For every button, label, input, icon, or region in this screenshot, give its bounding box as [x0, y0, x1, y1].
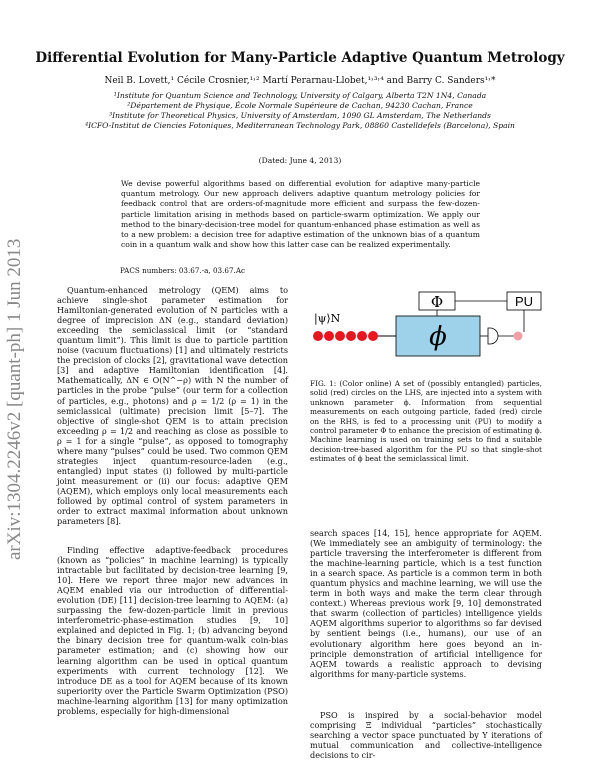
particle — [324, 331, 334, 341]
figure-caption: FIG. 1: (Color online) A set of (possibly entangled) particles, solid (red) circles on the LHS, are injected into a system with unknown parameter ϕ. Information from sequential measurements on each outgoing particle, faded (red) circle on the RHS, is fed to a processing unit (PU) to modify a control parameter Φ to enhance the precision of estimating ϕ. Machine learning is used on training sets to find a suitable decision-tree-based algorithm for the PU so that single-shot estimates of ϕ beat the semiclassical limit. — [310, 379, 542, 464]
dated-line: (Dated: June 4, 2013) — [258, 156, 342, 165]
affiliation-4: ⁴ICFO-Institut de Ciencies Fotoniques, Mediterranean Technology Park, 08860 Castelldefels (Barcelona), Spain — [85, 121, 515, 130]
particle — [357, 331, 367, 341]
phi-symbol: ϕ — [429, 322, 447, 352]
body-paragraph: Finding effective adaptive-feedback procedures (known as “policies” in machine learning) is typically intractable but facilitated by decision-tree learning [9, 10]. Here we report three major new advances in AQEM enabled via our introduction of differential-evolution (DE) [11] decision-tree learning to AQEM: (a) surpassing the few-dozen-particle limit in previous interferometric-phase-estimation studies [9, 10] explained and depicted in Fig. 1; (b) advancing beyond the binary decision tree for quantum-walk coin-bias parameter estimation; and (c) showing how our learning algorithm can be used in optical quantum experiments with current technology [12]. We introduce DE as a tool for AQEM because of its known superiority over the Particle Swarm Optimization (PSO) machine-learning algorithm [13] for many optimization problems, especially for high-dimensional — [57, 545, 288, 716]
abstract: We devise powerful algorithms based on differential evolution for adaptive many-particle quantum metrology. Our new approach delivers adaptive quantum metrology policies for feedback control that are orders-of-magnitude more efficient and surpass the few-dozen-particle limitation arising in methods based on particle-swarm optimization. We apply our method to the binary-decision-tree model for quantum-enhanced phase estimation as well as to a new problem: a decision tree for adaptive estimation of the unknown bias of a quantum coin in a quantum walk and show how this latter case can be realized experimentally. — [121, 179, 480, 250]
body-paragraph: PSO is inspired by a social-behavior model comprising Ξ individual “particles” stochastically searching a vector space punctuated by Υ iterations of mutual communication and collective-intelligence decisions to cir- — [310, 710, 542, 761]
state-label: |ψ⟩N — [314, 312, 341, 325]
arxiv-side-stamp: arXiv:1304.2246v2 [quant-ph] 1 Jun 2013 — [4, 238, 25, 560]
figure-1 — [310, 288, 542, 366]
affiliation-3: ³Institute for Theoretical Physics, University of Amsterdam, 1090 GL Amsterdam, The Netherlands — [109, 111, 491, 120]
figure-diagram — [310, 288, 542, 366]
author-list: Neil B. Lovett,¹ Cécile Crosnier,¹˒² Martí Perarnau-Llobet,¹˒³˒⁴ and Barry C. Sanders¹˒* — [104, 76, 496, 86]
paper-title: Differential Evolution for Many-Particle Adaptive Quantum Metrology — [35, 50, 565, 66]
faded-particle — [514, 332, 523, 341]
particle — [335, 331, 345, 341]
detector-icon — [488, 328, 498, 344]
affiliation-2: ²Département de Physique, École Normale Supérieure de Cachan, 94230 Cachan, France — [127, 101, 473, 110]
control-phi-label: Φ — [430, 293, 444, 311]
particle — [313, 331, 323, 341]
input-particles — [313, 331, 378, 341]
affiliation-1: ¹Institute for Quantum Science and Technology, University of Calgary, Alberta T2N 1N4, Canada — [113, 91, 487, 100]
particle — [346, 331, 356, 341]
pu-label: PU — [514, 294, 534, 309]
particle — [368, 331, 378, 341]
body-paragraph: Quantum-enhanced metrology (QEM) aims to achieve single-shot parameter estimation for Hamiltonian-generated evolution of N particles with a degree of imprecision ΔN (e.g., standard deviation) exceeding the semiclassical limit (or “standard quantum limit”). This limit is due to particle partition noise (vacuum fluctuations) [1] and ultimately restricts the precision of clocks [2], gravitational wave detection [3] and adaptive Hamiltonian identification [4]. Mathematically, ΔN ∈ O(N^−ρ) with N the number of particles in the probe “pulse” (our term for a collection of particles, e.g., photons) and ρ = 1/2 (ρ = 1) in the semiclassical (ultimate) precision limit [5–7]. The objective of single-shot QEM is to attain precision exceeding ρ = 1/2 and reaching as close as possible to ρ = 1 for a single “pulse”, as opposed to tomography where many “pulses” could be used. Two common QEM strategies inject quantum-resource-laden (e.g., entangled) input states (i) followed by multi-particle joint measurement or (ii) our focus: adaptive QEM (AQEM), which employs only local measurements each followed by optimal control of system parameters in order to extract maximal information about unknown parameters [8]. — [57, 285, 288, 527]
pacs-numbers: PACS numbers: 03.67.-a, 03.67.Ac — [120, 266, 246, 275]
body-paragraph: search spaces [14, 15], hence appropriate for AQEM. (We immediately see an ambiguity of terminology: the particle traversing the interferometer is different from the machine-learning particle, which is a test function in a search space. As particle is a common term in both quantum physics and machine learning, we will use the term in both ways and make the term clear through context.) Whereas previous work [9, 10] demonstrated that swarm (collection of particles) intelligence yields AQEM algorithms superior to algorithms so far devised by sentient beings (i.e., humans), our use of an evolutionary algorithm here goes beyond an in-principle demonstration of artificial intelligence for AQEM towards a realistic approach to devising algorithms for many-particle systems. — [310, 528, 542, 679]
